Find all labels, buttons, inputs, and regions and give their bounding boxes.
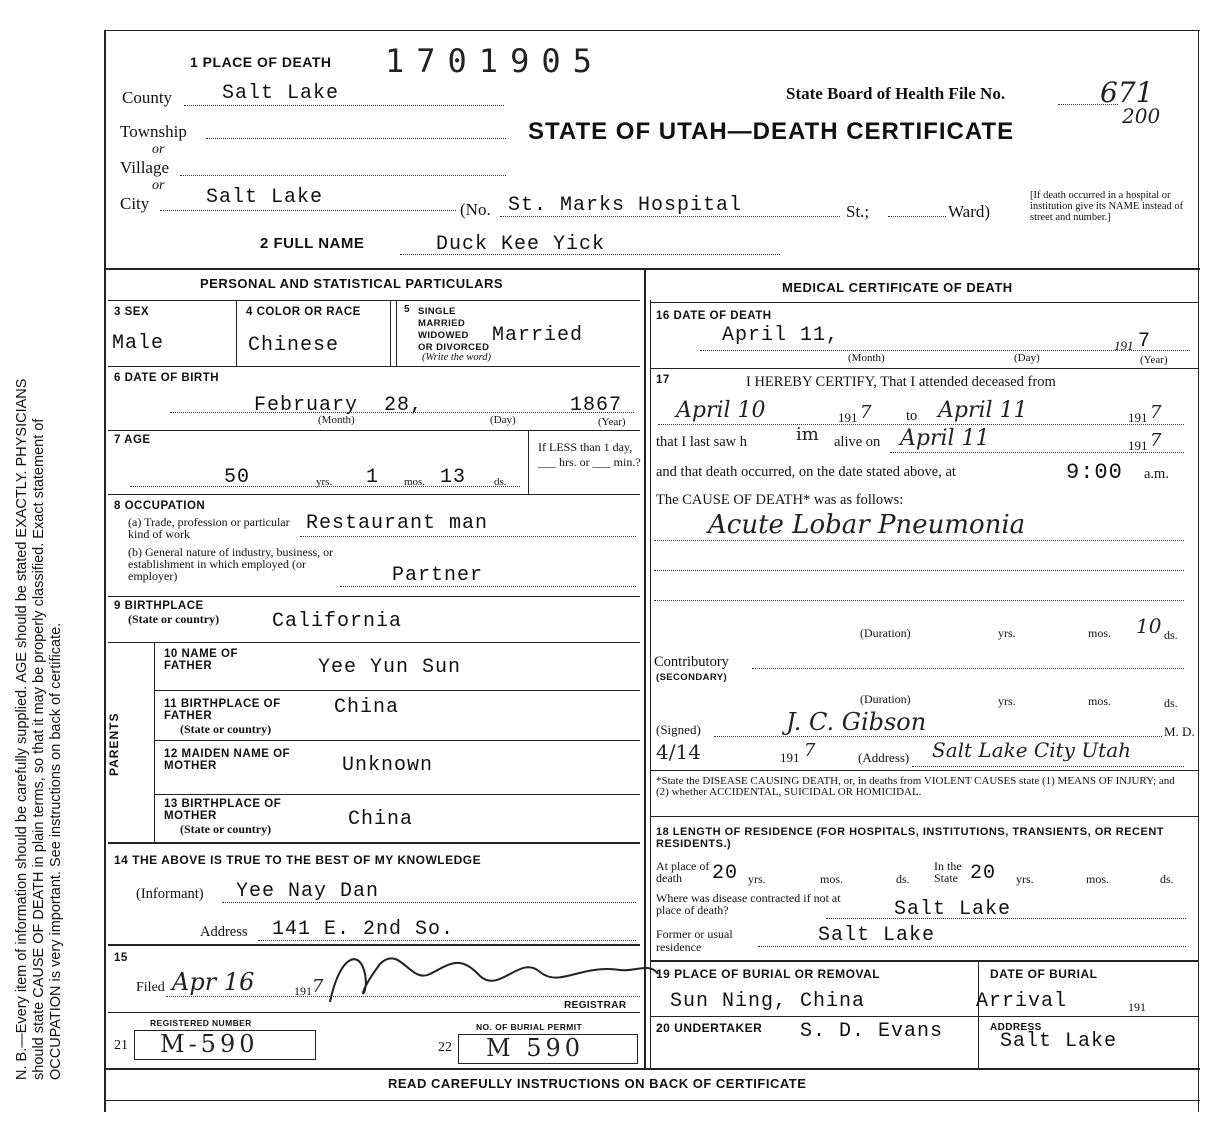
dob-month-label: (Month) [318,414,355,426]
dod-month-label: (Month) [848,352,885,364]
attend-to-digit: 7 [1150,402,1162,423]
mother-name-label: 12 MAIDEN NAME OF MOTHER [164,748,291,772]
reg-number-value: M-590 [160,1030,259,1058]
personal-section-title: PERSONAL AND STATISTICAL PARTICULARS [200,276,504,291]
former-value: Salt Lake [818,924,936,947]
attend-to: April 11 [938,398,1028,423]
father-name-label: 10 NAME OF FATHER [164,648,239,672]
birthplace-sub: (State or country) [128,612,220,626]
vline-undertaker [978,1016,979,1068]
in-state-mos-label: mos. [1086,872,1110,886]
file-no-label: State Board of Health File No. [786,84,1006,103]
rule-medical-title [650,302,1198,303]
in-state-label: In the State [934,859,962,885]
duration2-label: (Duration) [860,692,911,706]
marital-single: SINGLE [418,306,456,317]
dob-year: 1867 [570,394,623,417]
rule-row16 [650,368,1198,369]
hospital-note: [If death occurred in a hospital or institution give its NAME instead of street and number.] [1030,190,1184,223]
filed-year: 191 [294,984,312,998]
attend-from-year: 191 [838,410,858,425]
full-name-label: 2 FULL NAME [260,235,365,252]
dod-label: 16 DATE OF DEATH [656,310,772,322]
rule-row11 [154,740,640,741]
at-place-yrs: 20 [712,862,739,885]
cause-line-1 [654,540,1184,541]
death-time: 9:00 [1066,460,1123,485]
informant-address-label: Address [200,924,248,940]
dod-year: 7 [1138,330,1152,353]
top-section-rule [104,268,1200,270]
sex-label: 3 SEX [114,306,150,318]
vline-race [390,300,391,366]
cause-value: Acute Lobar Pneumonia [708,510,1026,540]
reg-num-index: 21 [114,1038,128,1053]
county-label: County [122,88,173,107]
attend-line [658,424,1184,425]
at-place-label: At place of death [656,859,710,885]
dod-year-label: (Year) [1140,354,1168,366]
county-value: Salt Lake [222,82,340,105]
duration2-ds: ds. [1164,696,1178,710]
rule-row3 [108,366,640,367]
rule-row18 [650,960,1198,962]
permit-label: NO. OF BURIAL PERMIT [476,1022,583,1032]
or-2: or [152,178,165,193]
cause-line-2 [654,570,1184,571]
father-birth-sub: (State or country) [180,722,272,736]
stamp-number: 1701905 [385,42,604,80]
dob-day-label: (Day) [490,414,516,426]
age-mos-label: mos. [404,476,426,488]
filed-value: Apr 16 [172,968,255,996]
md-address-line [912,766,1184,767]
in-state-ds-label: ds. [1160,872,1174,886]
full-name-value: Duck Kee Yick [436,233,606,256]
undertaker-addr-value: Salt Lake [1000,1030,1118,1053]
in-state-yrs-label: yrs. [1016,872,1034,886]
rule-signed [650,770,1198,771]
township-label: Township [120,122,187,141]
age-label: 7 AGE [114,434,151,446]
burial-date-value: Arrival [976,990,1068,1013]
sex-value: Male [112,332,165,355]
mother-birth-label: 13 BIRTHPLACE OF MOTHER [164,798,282,822]
duration-days: 10 [1136,614,1162,638]
duration2-mos: mos. [1088,694,1112,708]
at-place-yrs-label: yrs. [748,872,766,886]
race-value: Chinese [248,334,340,357]
registrar-label: REGISTRAR [564,1000,627,1011]
duration-label: (Duration) [860,626,911,640]
footer-instructions: READ CAREFULLY INSTRUCTIONS ON BACK OF CERTIFICATE [388,1076,807,1091]
race-label: 4 COLOR OR RACE [246,306,361,318]
city-line [160,210,456,211]
rule-row17 [650,816,1198,817]
ward-line [888,216,946,217]
md-address-value: Salt Lake City Utah [932,738,1132,762]
undertaker-value: S. D. Evans [800,1020,944,1043]
age-ds-label: ds. [494,476,507,488]
father-birth-label: 11 BIRTHPLACE OF FATHER [164,698,281,722]
village-line [180,175,506,176]
county-line [184,105,504,106]
contributory-label: Contributory [654,654,729,670]
rule-row7 [108,494,640,495]
marital-married: MARRIED [418,318,466,329]
last-saw-text: that I last saw h [656,434,748,450]
disease-note: *State the DISEASE CAUSING DEATH, or, in deaths from VIOLENT CAUSES state (1) MEANS OF INJURY; and (2) whether ACCIDENTAL, SUICIDAL OR HOMICIDAL. [656,775,1175,798]
occupation-b-label: (b) General nature of industry, business, or establishment in which employed (or employer) [128,545,334,583]
rule-row13 [108,842,640,844]
rule-row12 [154,794,640,795]
marital-note: (Write the word) [422,352,492,363]
age-days: 13 [440,466,467,489]
am-label: a.m. [1144,466,1169,482]
file-no-value-2: 200 [1122,104,1161,128]
dod-day-label: (Day) [1014,352,1040,364]
last-saw-im: im [796,424,819,445]
dob-month: February [254,394,359,417]
age-less-label: If LESS than 1 day, ___ hrs. or ___ min.? [538,440,641,469]
certify-text: I HEREBY CERTIFY, That I attended deceased from [746,374,1056,390]
rule-row19 [650,1016,1198,1017]
contrib-line [752,668,1184,669]
informant-section: 14 THE ABOVE IS TRUE TO THE BEST OF MY KNOWLEDGE [114,853,482,867]
contracted-value: Salt Lake [894,898,1012,921]
age-months: 1 [366,466,380,489]
burial-label: 19 PLACE OF BURIAL OR REMOVAL [656,967,881,981]
father-name-value: Yee Yun Sun [318,656,462,679]
dod-year-prefix: 191 [1114,338,1134,353]
former-label: Former or usual residence [656,927,733,954]
duration-ds-label: ds. [1164,628,1178,642]
occupation-a-value: Restaurant man [306,512,489,535]
burial-date-year: 191 [1128,1000,1146,1014]
margin-line-2: should state CAUSE OF DEATH in plain terms, so that it may be properly classified. Exact statement of [31,418,47,1080]
occupation-b-value: Partner [392,564,484,587]
duration2-yrs: yrs. [998,694,1016,708]
death-occurred-text: and that death occurred, on the date stated above, at [656,464,956,480]
rule-row8 [108,596,640,597]
file-no-value: 671 [1100,76,1154,109]
filed-num: 15 [114,952,128,964]
signed-line [714,736,1162,737]
vline-age [528,430,529,494]
st-label: St.; [846,202,870,221]
father-birth-value: China [334,696,400,719]
margin-instructions [14,70,65,1080]
no-label: (No. [460,200,491,219]
md-address-label: (Address) [858,750,910,765]
certificate-title: STATE OF UTAH—DEATH CERTIFICATE [528,118,1015,145]
in-state-yrs: 20 [970,862,997,885]
rule-bottom [104,1068,1200,1070]
secondary-label: (SECONDARY) [656,672,728,683]
vline-race-2 [396,300,397,366]
signed-date: 4/14 [656,740,701,764]
or-1: or [152,142,165,157]
outer-top-rule [104,30,1200,31]
rule-row10 [154,690,640,691]
marital-widowed: WIDOWED [418,330,469,341]
occ-a-line [300,536,636,537]
last-saw-digit: 7 [1150,430,1162,451]
outer-right-rule [1198,30,1199,1112]
burial-date-label: DATE OF BURIAL [990,967,1098,981]
signed-value: J. C. Gibson [786,708,927,736]
attend-from-digit: 7 [860,402,872,423]
burial-value: Sun Ning, China [670,990,866,1013]
attend-from: April 10 [676,398,766,423]
md-label: M. D. [1164,724,1195,739]
occ-b-line [340,586,636,587]
informant-value: Yee Nay Dan [236,880,380,903]
margin-line-1: N. B.—Every item of information should be carefully supplied. AGE should be stated EXACTLY. PHYSICIANS [14,378,30,1080]
signed-digit: 7 [804,740,816,761]
at-place-ds-label: ds. [896,872,910,886]
age-yrs-label: yrs. [316,476,333,488]
rule-row6 [108,430,640,431]
dod-value: April 11, [722,324,840,347]
informant-address-value: 141 E. 2nd So. [272,918,455,941]
birthplace-label: 9 BIRTHPLACE [114,600,204,612]
attend-to-year: 191 [1128,410,1148,425]
dob-label: 6 DATE OF BIRTH [114,372,220,384]
mother-name-value: Unknown [342,754,434,777]
mother-birth-value: China [348,808,414,831]
to-label: to [906,408,918,424]
last-saw-year: 191 [1128,438,1148,453]
at-place-mos-label: mos. [820,872,844,886]
city-value: Salt Lake [206,186,324,209]
no-value: St. Marks Hospital [508,194,743,217]
dob-day: 28, [384,394,424,417]
vline-sex [236,300,237,366]
age-years: 50 [224,466,251,489]
township-line [206,138,506,139]
certify-num: 17 [656,374,670,386]
ward-label: Ward) [948,202,991,221]
outer-bottom-rule [104,1100,1200,1101]
medical-section-title: MEDICAL CERTIFICATE OF DEATH [782,280,1013,295]
signed-year: 191 [780,750,800,765]
last-saw-date: April 11 [900,426,990,451]
filed-year-digit: 7 [312,976,324,997]
marital-num: 5 [404,304,410,315]
marital-value: Married [492,324,584,347]
marital-divorced: OR DIVORCED [418,342,490,353]
cause-line-3 [654,600,1184,601]
residence-label: 18 LENGTH OF RESIDENCE (FOR HOSPITALS, INSTITUTIONS, TRANSIENTS, OR RECENT RESIDENTS.) [656,826,1164,850]
cause-label: The CAUSE OF DEATH* was as follows: [656,492,904,508]
dob-year-label: (Year) [598,416,626,428]
signed-label: (Signed) [656,722,701,737]
city-label: City [120,194,150,213]
vline-parents [154,642,155,842]
duration-mos-label: mos. [1088,626,1112,640]
left-margin-rule [104,30,106,1112]
mother-birth-sub: (State or country) [180,822,272,836]
filed-label: Filed [136,980,165,995]
rule-row15 [108,1012,640,1013]
contracted-label: Where was disease contracted if not at place of death? [656,891,841,917]
reg-number-label: REGISTERED NUMBER [150,1018,252,1028]
occupation-label: 8 OCCUPATION [114,500,206,512]
rule-personal-title [108,300,640,301]
birthplace-value: California [272,610,403,633]
undertaker-addr-label: ADDRESS [990,1022,1042,1033]
permit-value: M 590 [486,1034,585,1062]
village-label: Village [120,158,170,177]
parents-label: PARENTS [107,712,121,776]
occupation-a-label: (a) Trade, profession or particular kind of work [128,515,290,541]
permit-index: 22 [438,1040,452,1055]
margin-line-3: OCCUPATION is very important. See instructions on back of certificate. [48,622,64,1080]
undertaker-label: 20 UNDERTAKER [656,1021,763,1035]
informant-label: (Informant) [136,886,204,902]
rule-row9 [108,642,640,643]
duration-yrs-label: yrs. [998,626,1016,640]
place-of-death-label: 1 PLACE OF DEATH [190,54,332,70]
alive-on-text: alive on [834,434,881,450]
